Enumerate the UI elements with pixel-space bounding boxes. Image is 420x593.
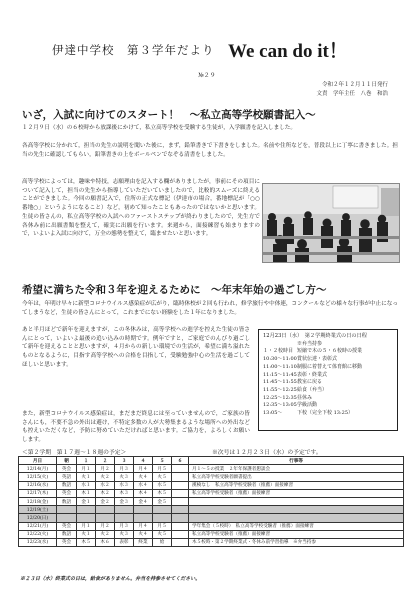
date-cell: 12/22(火) [19,530,57,538]
weekly-schedule-table [18,456,404,547]
period-cell: 火１ [77,530,96,538]
schedule-row: 13:05～ 下校（完全下校 13:25） [263,410,353,417]
period-cell: 木４ [134,489,153,497]
table-row [19,538,404,546]
period-cell [134,514,153,522]
period-cell: 終業 [134,538,153,546]
header-period-1: １ [77,457,96,465]
period-cell [96,514,115,522]
classroom-photo [262,183,400,263]
header [52,36,382,62]
period-cell: 数語 [57,481,77,489]
period-cell [172,530,189,538]
closing-ceremony-schedule [258,329,398,431]
period-cell: 英会 [57,489,77,497]
event-cell: 私立高等学校受験者（推薦）面接練習 [189,489,404,497]
date-cell: 12/15(火) [19,473,57,481]
date-cell: 12/20(日) [19,514,57,522]
period-cell [172,506,189,514]
period-cell [77,514,96,522]
period-cell: 月１ [77,522,96,530]
period-cell [172,497,189,505]
weekly-schedule-body [19,465,404,547]
period-cell [153,506,172,514]
period-cell [172,481,189,489]
period-cell: 水２ [96,481,115,489]
table-row [19,514,404,522]
period-cell [172,538,189,546]
period-cell: 木６ [96,538,115,546]
period-cell: 火４ [134,473,153,481]
period-cell: 月４ [134,465,153,473]
period-cell [57,506,77,514]
period-cell: 金５ [153,497,172,505]
period-cell: 水３ [115,481,134,489]
table-row [19,481,404,489]
classroom-photo-image [263,184,400,263]
period-cell: 月３ [115,522,134,530]
period-cell: 木３ [115,489,134,497]
period-cell: 火５ [153,530,172,538]
weekly-caption: ＜第２学期 第１７週～１８週の予定＞ [22,450,127,456]
event-cell: 学年集会（５校時） 私立高等学校受験者（推薦）面接練習 [189,522,404,530]
table-header-row [19,457,404,465]
period-cell [172,489,189,497]
date-cell: 12/16(水) [19,481,57,489]
period-cell: 月４ [134,522,153,530]
table-row [19,497,404,505]
schedule-row: 12:35～13:05学級活動 [263,402,318,409]
period-cell: 金３ [115,497,134,505]
event-cell: 漢検なし 私立高等学校受験者（推薦）面接練習 [189,481,404,489]
schedule-subtitle: ※弁当持参 [297,340,323,347]
section2-paragraph-1: 今年は，年明け早々に新型コロナウイルス感染症が広がり，臨時休校が２回も行われ，修学旅行や中体連，コンクールなどの様々な行事が中止になってしまうなど，生徒の皆さんにとって，これまでにない経験をした１年になりました。 [22,301,398,316]
school-title: 伊達中学校 第３学年だより [52,43,215,57]
period-cell [115,514,134,522]
header-events: 行事等 [189,457,404,465]
period-cell: 数語 [57,497,77,505]
period-cell: 火５ [153,473,172,481]
period-cell: 月５ [153,522,172,530]
period-cell: 月５ [153,465,172,473]
period-cell: 火２ [96,473,115,481]
table-row [19,465,404,473]
date-cell: 12/19(土) [19,506,57,514]
period-cell: 金４ [134,497,153,505]
date-cell: 12/17(木) [19,489,57,497]
period-cell: 水４ [134,481,153,489]
period-cell [96,506,115,514]
period-cell [172,522,189,530]
table-row [19,473,404,481]
table-row [19,530,404,538]
period-cell: 火３ [115,473,134,481]
period-cell: 金２ [96,497,115,505]
table-row [19,489,404,497]
period-cell [172,473,189,481]
period-cell: 給 [153,538,172,546]
schedule-row: １・２校時目 短縮で木の５・６校時の授業 [263,348,363,355]
period-cell: 火２ [96,530,115,538]
period-cell: 英会 [57,465,77,473]
period-cell: 金１ [77,497,96,505]
issue-date: 令和２年１２月１１日発行 [321,82,388,88]
period-cell: 水１ [77,481,96,489]
schedule-row: 11:55～12:25給食（弁当） [263,386,328,393]
newsletter-name: We can do it！ [228,41,348,62]
schedule-row: 12:25～12:35昼休み [263,394,313,401]
header-period-4: ４ [134,457,153,465]
section1-heading: いざ，入試に向けてのスタート！ ～私立高等学校願書記入～ [22,109,316,121]
period-cell: 月２ [96,522,115,530]
date-cell: 12/21(月) [19,522,57,530]
section2-heading: 希望に満ちた令和３年を迎えるために ～年末年始の過ごし方～ [22,284,327,296]
period-cell: 火３ [115,530,134,538]
section1-paragraph-2: 各高等学校に分かれて，担当の先生の説明を聞いた後に，まず，鉛筆書きで下書きをしました。名前や住所などを，普段以上に丁寧に書きました。担当の先生に確認してもらい，鉛筆書きの上をボールペンでなぞる清書をしました。 [22,143,398,158]
section2-paragraph-3: また，新型コロナウイルス感染症は，まだまだ終息には至っていませんので，ご家族の皆さんにも，不要不急の外出は避け，不特定多数の人が大勢集まるような場所への外出なども控えいただくなど，予防に努めていただければと思います。ご協力を，よろしくお願いします。 [22,411,250,444]
table-row [19,522,404,530]
period-cell: 英語 [57,473,77,481]
period-cell: 数語 [57,530,77,538]
header-period-5: ５ [153,457,172,465]
issue-number: №２９ [198,72,216,79]
period-cell: 月３ [115,465,134,473]
header-morning: 朝 [57,457,77,465]
period-cell: 木５ [77,538,96,546]
event-cell: 月１～５の授業 ２年年保護者懇談会 [189,465,404,473]
period-cell: 火１ [77,473,96,481]
event-cell [189,497,404,505]
period-cell: 表彰 [115,538,134,546]
next-issue-note: ※次号は１２月２３日（水）の予定です。 [212,450,322,456]
lunch-note: ※２３日（水）終業式の日は，給食がありません。弁当を持参させてください。 [20,576,201,582]
period-cell [172,465,189,473]
event-cell: 私立高等学校受験者（推薦）面接練習 [189,530,404,538]
schedule-title: 12月23日（水） 第２学期終業式の日の日程 [263,333,367,339]
table-row [19,506,404,514]
header-date: 月日 [19,457,57,465]
period-cell [153,514,172,522]
section1-paragraph-3: 高等学校によっては，趣味や特技，志願理由を記入する欄がありましたが，事前にその項目について記入して，担当の先生から指導していただいていましたので，比較的スムーズに終えることができました。今回の願書記入で，住所の正式な標記（伊達市の場合，番地標記が「○○番地○」というようになること）など，初めて知ったこともあったのではないかと思います。生徒の皆さんの，私立高等学校の入試へのファーストステップが終わりましたので，先生方で各休み前に出願書類を整えて，確実に出願を行います。来週から，面接練習も始まりますので，いよいよ入試に向けて，万全の態勢を整えて，臨ませたいと思います。 [22,179,260,238]
event-cell [189,514,404,522]
period-cell: 月１ [77,465,96,473]
period-cell: 英会 [57,538,77,546]
header-period-2: ２ [96,457,115,465]
period-cell [115,506,134,514]
schedule-row: 11:15～11:45表彰・終業式 [263,371,328,378]
header-period-6: ６ [172,457,189,465]
period-cell: 木５ [153,489,172,497]
header-period-3: ３ [115,457,134,465]
schedule-row: 11:00～11:10制服に着替えて体育館に移動 [263,363,363,370]
date-cell: 12/14(月) [19,465,57,473]
date-cell: 12/18(金) [19,497,57,505]
section2-paragraph-2: あと半月ほどで新年を迎えますが，この冬休みは，高等学校への進学を控えた生徒の皆さんにとって，いよいよ最後の追い込みの時期です。例年ですと，ご家庭でのんびり過ごして新年を迎えることと思いますが，４月からの新しい環境での生活が，希望に満ち溢れたものとなるように，目指す高等学校への合格を目指して，受験勉強中心の生活を過ごしてほしいと思います。 [22,327,250,368]
event-cell [189,506,404,514]
section1-paragraph-1: １２月９日（水）の６校時から放課後にかけて，私立高等学校を受験する生徒が，入学願書を記入しました。 [22,125,296,131]
period-cell [172,514,189,522]
period-cell: 英会 [57,522,77,530]
event-cell: 私立高等学校受験者願書提出 [189,473,404,481]
schedule-row: 10:30～11:00賞状伝達・表彰式 [263,356,338,363]
period-cell [57,514,77,522]
period-cell: 木１ [77,489,96,497]
period-cell [134,506,153,514]
author: 文責 学年主任 八巻 和浩 [316,91,388,97]
period-cell: 木２ [96,489,115,497]
period-cell [77,506,96,514]
period-cell: 水５ [153,481,172,489]
event-cell: 木５校時・第２学期終業式・冬休み前学習指導 ※弁当持参 [189,538,404,546]
period-cell: 月２ [96,465,115,473]
period-cell: 火４ [134,530,153,538]
date-cell: 12/23(水) [19,538,57,546]
schedule-row: 11:45～11:55教室に戻る [263,379,323,386]
